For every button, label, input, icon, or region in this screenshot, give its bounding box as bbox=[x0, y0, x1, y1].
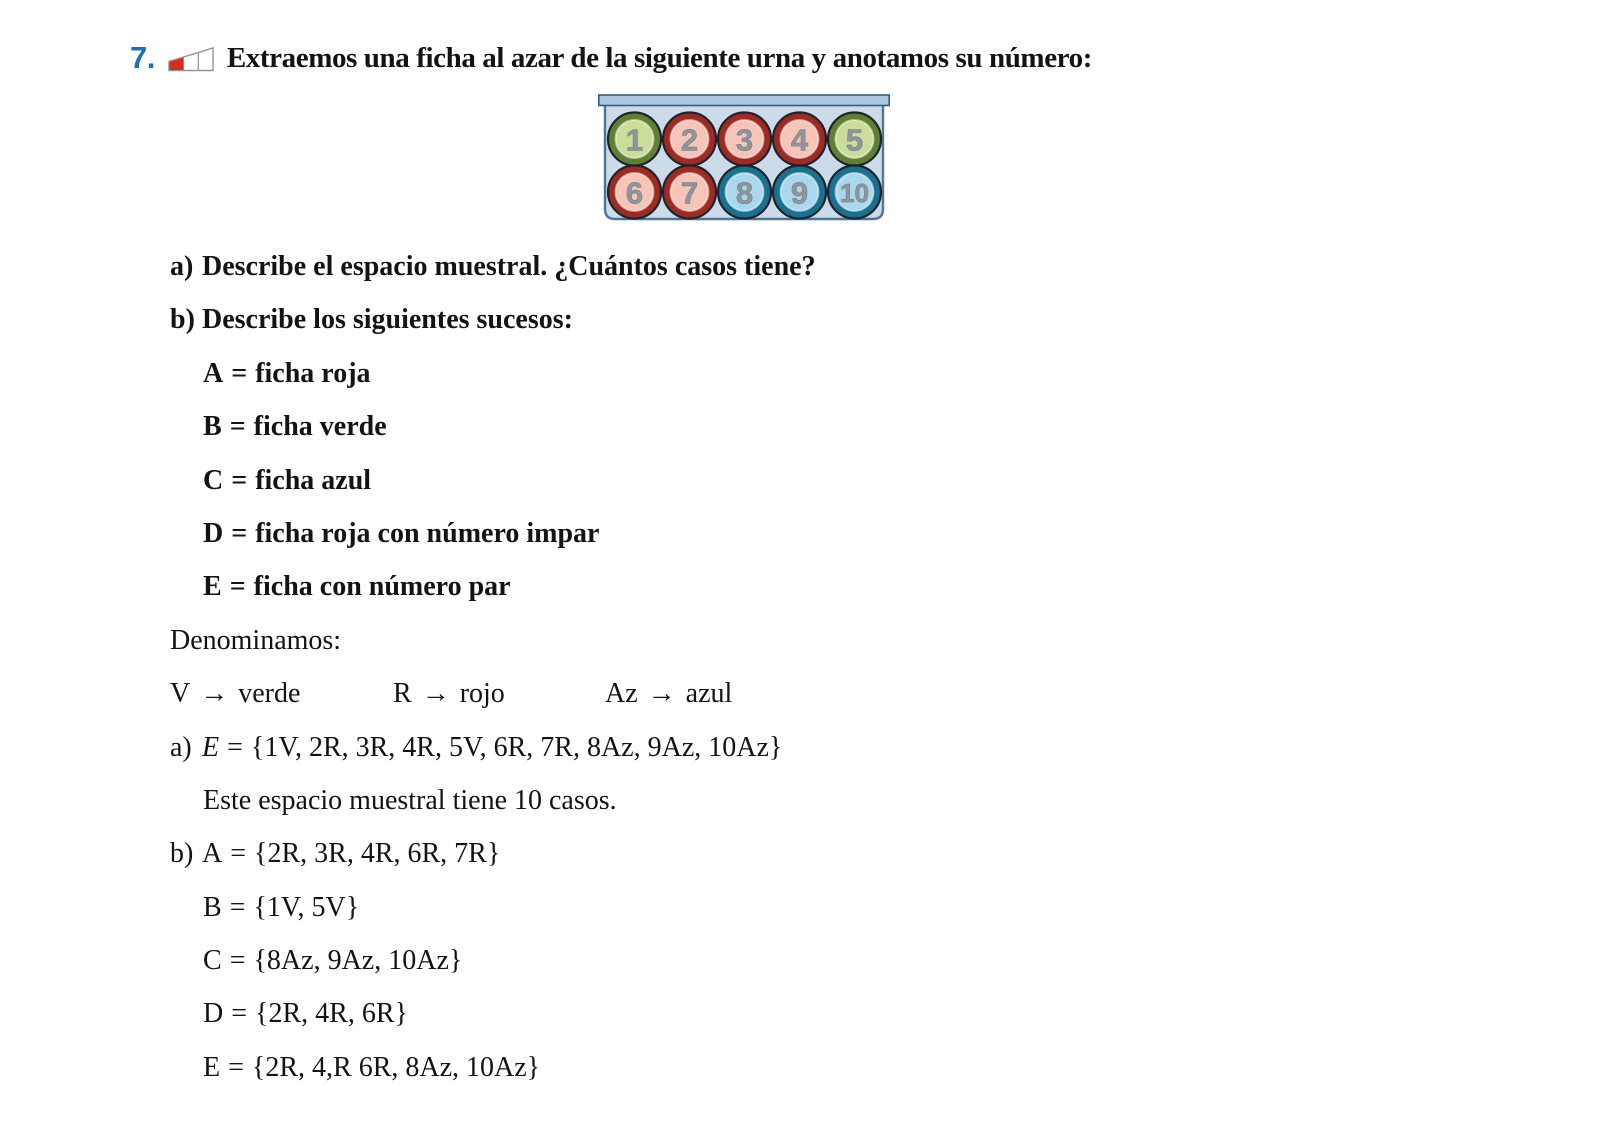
legend-symbol: V bbox=[170, 678, 191, 710]
arrow-icon: → bbox=[647, 678, 676, 710]
set-name: E bbox=[202, 731, 220, 763]
set-value: {1V, 5V} bbox=[253, 891, 360, 923]
solution-a-label: a) bbox=[170, 731, 192, 763]
set-name: C bbox=[203, 945, 222, 977]
event-text: ficha roja bbox=[255, 357, 371, 389]
solution-b-set-C bbox=[0, 934, 1600, 987]
set-value: {1V, 2R, 3R, 4R, 5V, 6R, 7R, 8Az, 9Az, 10Az} bbox=[250, 731, 783, 763]
exercise-number: 7. bbox=[130, 40, 155, 75]
equals-sign: = bbox=[229, 945, 246, 977]
svg-text:7: 7 bbox=[680, 175, 699, 211]
equals-sign: = bbox=[227, 731, 243, 763]
solution-b-set-B bbox=[0, 881, 1600, 934]
legend-green bbox=[170, 667, 393, 720]
urn-image bbox=[598, 93, 890, 223]
urn-chip-6 bbox=[608, 166, 661, 219]
solution-b-label: b) bbox=[170, 838, 194, 870]
exercise-body bbox=[0, 240, 1600, 1094]
svg-text:3: 3 bbox=[735, 122, 754, 158]
legend-blue bbox=[605, 667, 732, 720]
svg-text:6: 6 bbox=[625, 175, 644, 211]
svg-text:8: 8 bbox=[735, 175, 754, 211]
equals-sign: = bbox=[230, 838, 247, 870]
arrow-icon: → bbox=[421, 678, 450, 710]
legend-meaning: verde bbox=[238, 678, 301, 710]
urn-chip-1 bbox=[608, 113, 661, 166]
question-a-text: Describe el espacio muestral. ¿Cuántos casos tiene? bbox=[202, 251, 816, 282]
question-a-label: a) bbox=[170, 251, 194, 282]
urn-chip-10 bbox=[828, 166, 881, 219]
legend-symbol: R bbox=[393, 678, 412, 710]
legend-meaning: azul bbox=[685, 678, 733, 710]
legend-red bbox=[393, 667, 605, 720]
event-text: ficha roja con número impar bbox=[255, 517, 600, 549]
solution-b-set-D bbox=[0, 987, 1600, 1040]
equals-sign: = bbox=[231, 998, 248, 1030]
question-a bbox=[0, 240, 1600, 293]
color-legend bbox=[0, 667, 1600, 720]
urn-chip-2 bbox=[663, 113, 716, 166]
solution-a-set bbox=[0, 721, 1600, 774]
set-value: {2R, 4R, 6R} bbox=[255, 998, 408, 1030]
difficulty-meter-icon bbox=[168, 45, 214, 72]
event-text: ficha verde bbox=[253, 411, 387, 443]
denominamos-heading: Denominamos: bbox=[170, 624, 342, 656]
event-name: E bbox=[203, 571, 222, 603]
urn-chip-8 bbox=[718, 166, 771, 219]
exercise-title: Extraemos una ficha al azar de la siguiente urna y anotamos su número: bbox=[226, 41, 1092, 74]
event-definition-B bbox=[0, 400, 1600, 453]
urn-chip-4 bbox=[773, 113, 826, 166]
set-name: D bbox=[203, 998, 224, 1030]
equals-sign: = bbox=[231, 357, 248, 389]
event-name: D bbox=[203, 517, 224, 549]
event-definition-D bbox=[0, 507, 1600, 560]
event-name: A bbox=[203, 357, 224, 389]
solution-b-set-E bbox=[0, 1041, 1600, 1094]
legend-meaning: rojo bbox=[459, 678, 505, 710]
equals-sign: = bbox=[229, 411, 246, 443]
svg-text:1: 1 bbox=[625, 122, 644, 158]
set-name: A bbox=[202, 838, 223, 870]
urn-rim bbox=[599, 95, 889, 106]
svg-text:5: 5 bbox=[845, 122, 864, 158]
event-definition-C bbox=[0, 454, 1600, 507]
set-value: {2R, 3R, 4R, 6R, 7R} bbox=[254, 838, 501, 870]
exercise-header bbox=[130, 36, 1092, 80]
question-b-text: Describe los siguientes sucesos: bbox=[202, 304, 573, 336]
svg-text:10: 10 bbox=[840, 178, 869, 208]
equals-sign: = bbox=[228, 1051, 244, 1083]
urn-chip-9 bbox=[773, 166, 826, 219]
set-name: B bbox=[203, 891, 222, 923]
event-name: B bbox=[203, 411, 222, 443]
equals-sign: = bbox=[229, 571, 246, 603]
equals-sign: = bbox=[231, 517, 248, 549]
set-name: E bbox=[203, 1051, 221, 1083]
urn-chip-3 bbox=[718, 113, 771, 166]
solution-a-note: Este espacio muestral tiene 10 casos. bbox=[203, 784, 617, 816]
set-value: {2R, 4,R 6R, 8Az, 10Az} bbox=[251, 1051, 541, 1083]
urn-figure bbox=[598, 93, 890, 223]
set-value: {8Az, 9Az, 10Az} bbox=[253, 945, 463, 977]
event-definition-A bbox=[0, 347, 1600, 400]
equals-sign: = bbox=[231, 464, 248, 496]
question-b-label: b) bbox=[170, 304, 195, 336]
solution-b-set-A bbox=[0, 827, 1600, 880]
urn-chip-5 bbox=[828, 113, 881, 166]
event-definition-E bbox=[0, 560, 1600, 613]
svg-text:9: 9 bbox=[790, 175, 809, 211]
legend-symbol: Az bbox=[605, 678, 638, 710]
event-name: C bbox=[203, 464, 224, 496]
urn-chip-7 bbox=[663, 166, 716, 219]
event-text: ficha con número par bbox=[253, 571, 511, 603]
question-b bbox=[0, 293, 1600, 346]
event-text: ficha azul bbox=[255, 464, 372, 496]
svg-text:2: 2 bbox=[680, 122, 699, 158]
equals-sign: = bbox=[229, 891, 246, 923]
arrow-icon: → bbox=[200, 678, 229, 710]
svg-text:4: 4 bbox=[790, 122, 809, 158]
